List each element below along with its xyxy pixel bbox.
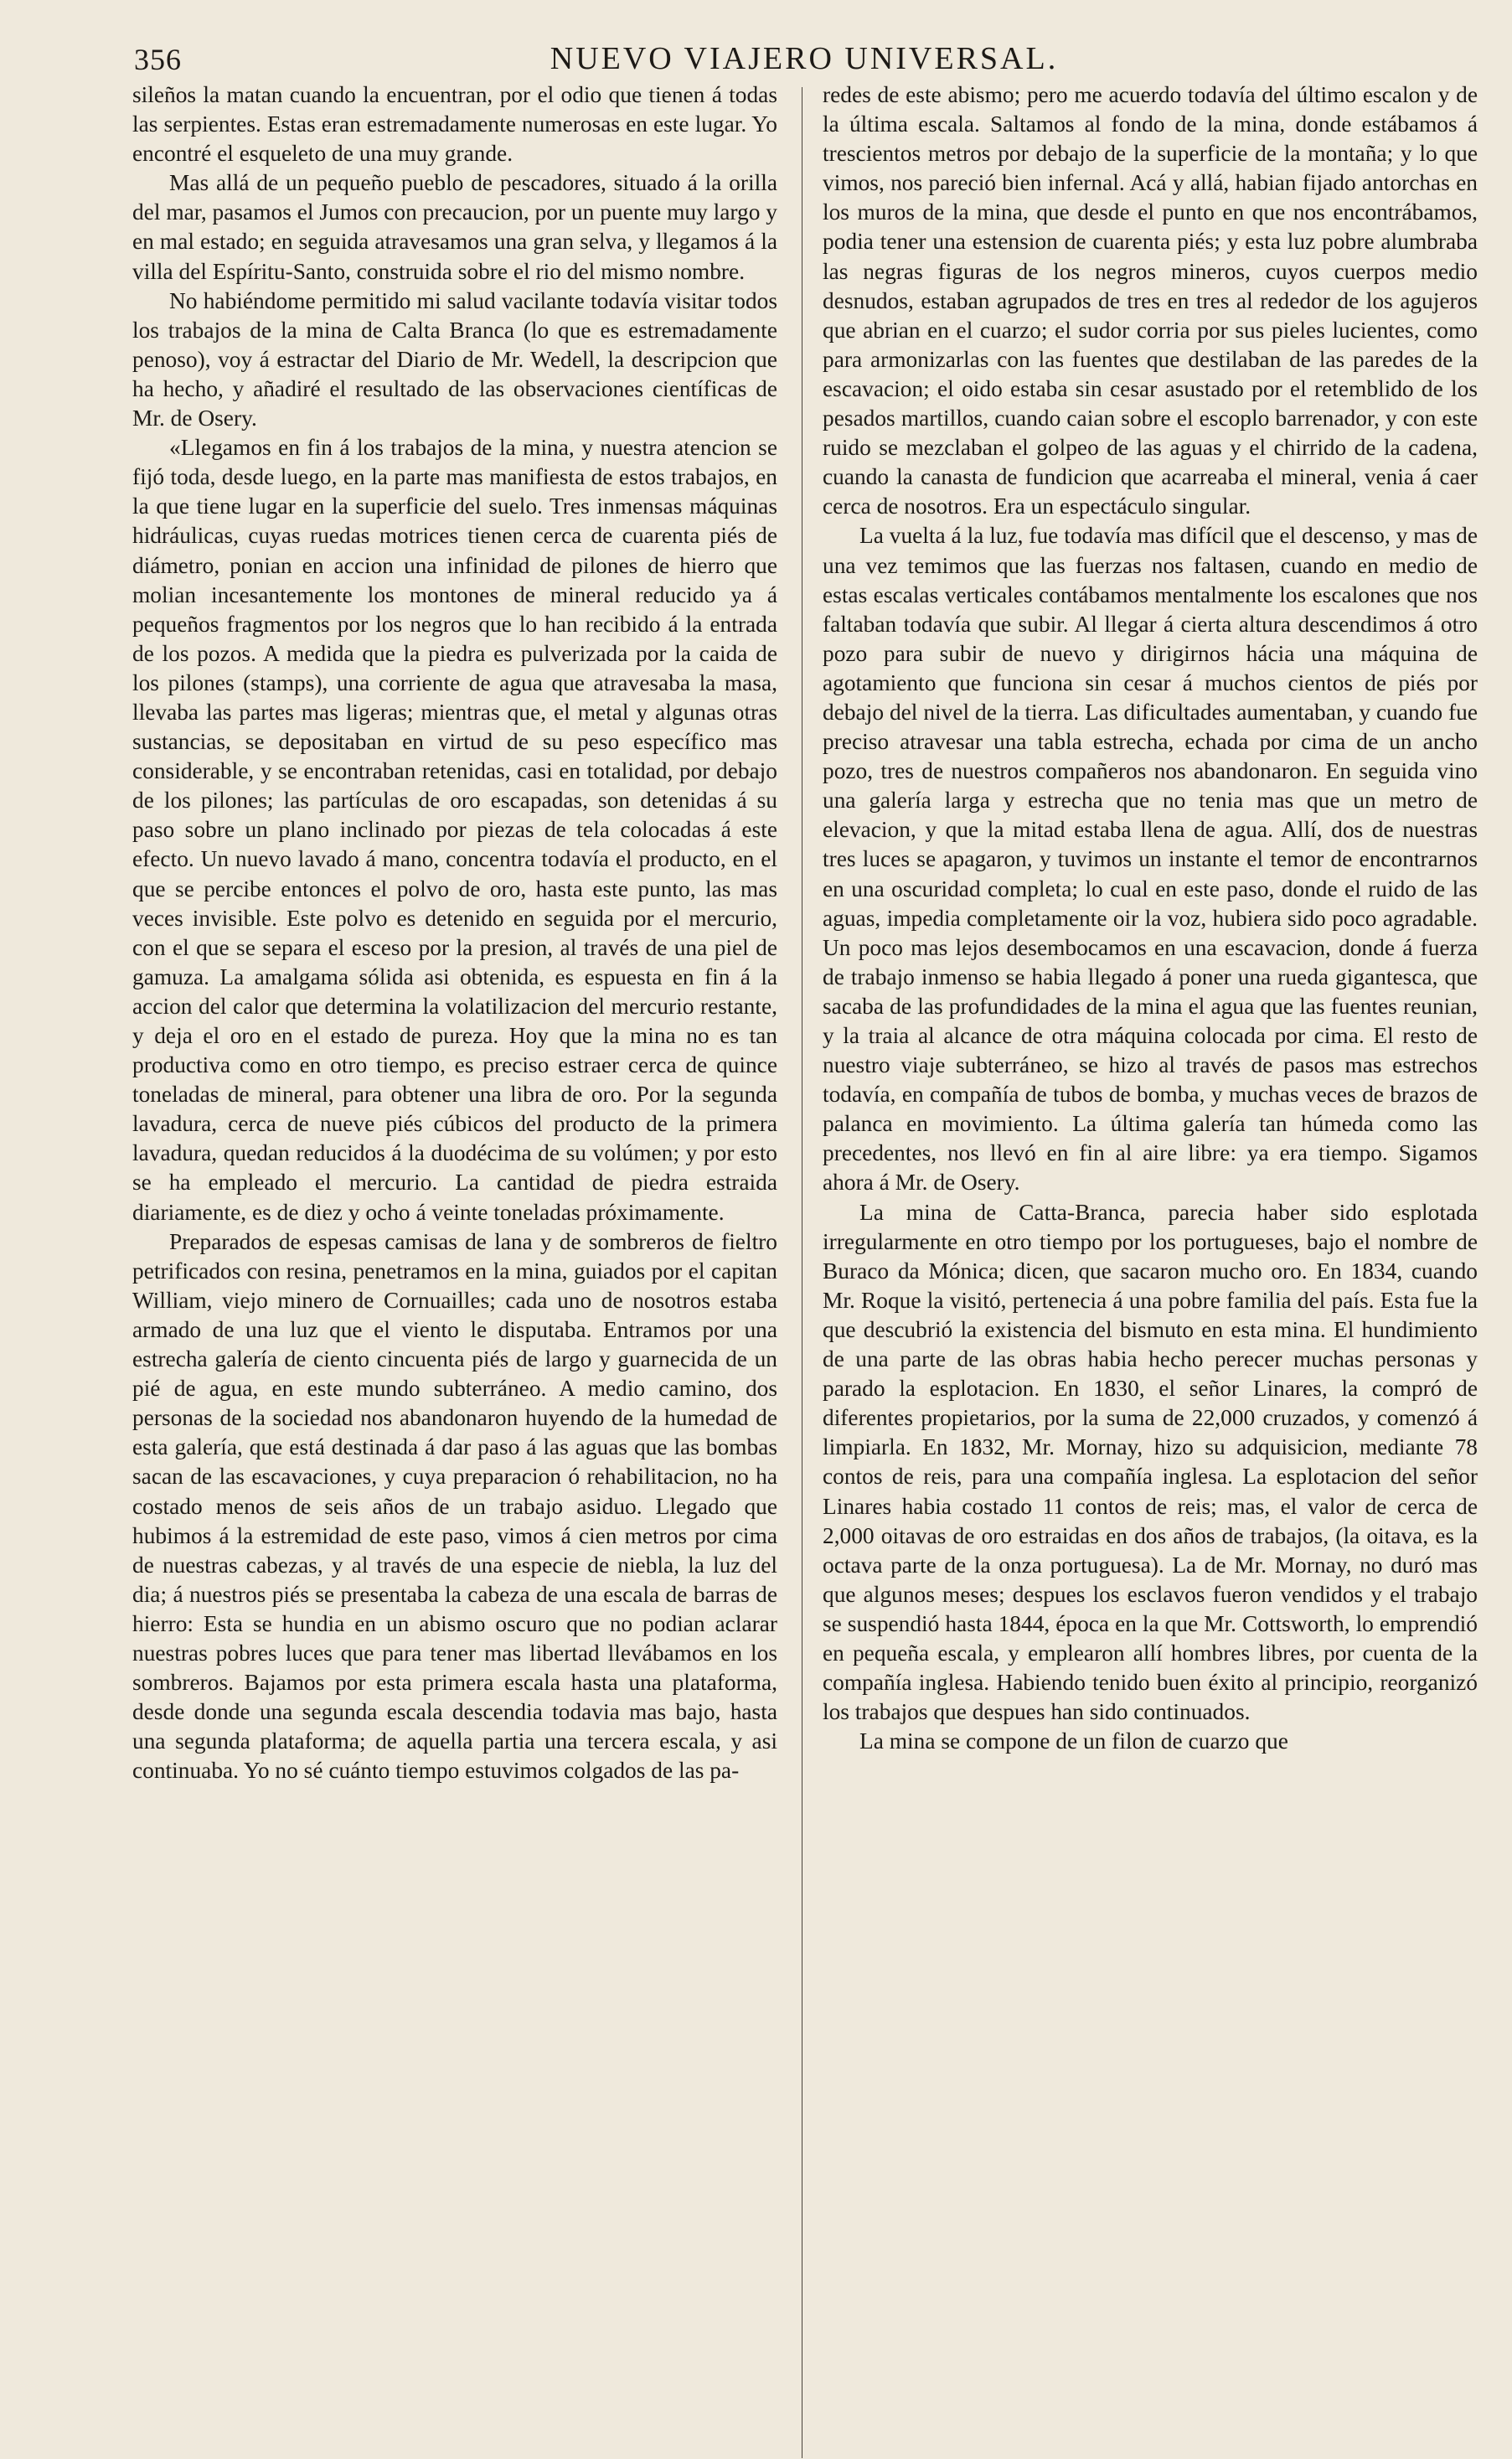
page-number: 356 — [134, 43, 182, 76]
paragraph: La mina se compone de un filon de cuarzo que — [859, 1728, 1288, 1754]
right-column — [823, 80, 1478, 1756]
paragraph: La mina de Catta-Branca, parecia haber sido esplotada irregularmente en otro tiempo por los portugueses, bajo el nombre de Buraco da Mónica; dicen, que sacaron mucho oro. En 1834, cuando Mr. Roque la visitó, pertenecia á una pobre familia del país. Esta fue la que descubrió la existencia del bismuto en esta mina. El hundimiento de una parte de las obras habia hecho perecer muchas personas y parado la esplotacion. En 1830, el señor Linares, la compró de diferentes propietarios, por la suma de 22,000 cruzados, y comenzó á limpiarla. En 1832, Mr. Mornay, hizo su adquisicion, mediante 78 contos de reis, para una compañía inglesa. La esplotacion del señor Linares habia costado 11 contos de reis; mas, el valor de cerca de 2,000 oitavas de oro estraidas en dos años de trabajos, (la oitava, es la octava parte de la onza portuguesa). La de Mr. Mornay, no duró mas que algunos meses; despues los esclavos fueron vendidos y el trabajo se suspendió hasta 1844, época en la que Mr. Cottsworth, lo emprendió en pequeña escala, y emplearon allí hombres libres, por cuenta de la compañía inglesa. Habiendo tenido buen éxito al principio, reorganizó los trabajos que despues han sido continuados. — [823, 1199, 1478, 1725]
paragraph: Preparados de espesas camisas de lana y de sombreros de fieltro petrificados con resina, penetramos en la mina, guiados por el capitan William, viejo minero de Cornuailles; cada uno de nosotros estaba armado de una luz que el viento le disputaba. Entramos por una estrecha galería de ciento cincuenta piés de largo y guarnecida de un pié de agua, en este mundo subterráneo. A medio camino, dos personas de la sociedad nos abandonaron huyendo de la humedad de esta galería, que está destinada á dar paso á las aguas que las bombas sacan de las escavaciones, y cuya preparacion ó rehabilitacion, no ha costado menos de seis años de un trabajo asiduo. Llegado que hubimos á la estremidad de este paso, vimos á cien metros por cima de nuestras cabezas, y al través de una especie de niebla, la luz del dia; á nuestros piés se presentaba la cabeza de una escala de barras de hierro: Esta se hundia en un abismo oscuro que no podian aclarar nuestras pobres luces que para tener mas libertad llevábamos en los sombreros. Bajamos por esta primera escala hasta una plataforma, desde donde una segunda escala descendia todavia mas bajo, hasta una segunda plataforma; de aquella partia una tercera escala, y asi continuaba. Yo no sé cuánto tiempo estuvimos colgados de las pa- — [132, 1228, 777, 1784]
paragraph: La vuelta á la luz, fue todavía mas difícil que el descenso, y mas de una vez temimos que las fuerzas nos faltasen, cuando en medio de estas escalas verticales contábamos mentalmente los escalones que nos faltaban todavía que subir. Al llegar á cierta altura descendimos á otro pozo para subir de nuevo y dirigirnos hácia una máquina de agotamiento que funciona sin cesar á muchos cientos de piés por debajo del nivel de la tierra. Las dificultades aumentaban, y cuando fue preciso atravesar una tabla estrecha, echada por cima de un ancho pozo, tres de nuestros compañeros nos abandonaron. En seguida vino una galería larga y estrecha que no tenia mas que un metro de elevacion, y que la mitad estaba llena de agua. Allí, dos de nuestras tres luces se apagaron, y tuvimos un instante el temor de encontrarnos en una oscuridad completa; lo cual en este paso, donde el ruido de las aguas, impedia completamente oir la voz, hubiera sido poco agradable. Un poco mas lejos desembocamos en una escavacion, donde á fuerza de trabajo inmenso se habia llegado á poner una rueda gigantesca, que sacaba de las profundidades de la mina el agua que las fuentes reunian, y la traia al alcance de otra máquina colocada por cima. El resto de nuestro viaje subterráneo, se hizo al través de pasos mas estrechos todavía, en compañía de tubos de bomba, y muchas veces de brazos de palanca en movimiento. La última galería tan húmeda como las precedentes, nos llevó en fin al aire libre: ya era tiempo. Sigamos ahora á Mr. de Osery. — [823, 523, 1478, 1196]
paragraph: No habiéndome permitido mi salud vacilante todavía visitar todos los trabajos de la mina de Calta Branca (lo que es estremadamente penoso), voy á estractar del Diario de Mr. Wedell, la descripcion que ha hecho, y añadiré el resultado de las observaciones científicas de Mr. de Osery. — [132, 287, 777, 431]
page-header — [134, 35, 1474, 85]
paragraph: redes de este abismo; pero me acuerdo todavía del último escalon y de la última escala. Saltamos al fondo de la mina, donde estábamos á trescientos metros por debajo de la superficie de la montaña; y lo que vimos, nos pareció bien infernal. Acá y allá, habian fijado antorchas en los muros de la mina, que desde el punto en que nos encontrábamos, podia tener una estension de cuarenta piés; y esta luz pobre alumbraba las negras figuras de los negros mineros, cuyos cuerpos medio desnudos, estaban agrupados de tres en tres al rededor de los agujeros que abrian en el cuarzo; el sudor corria por sus pieles lucientes, como para armonizarlas con las fuentes que destilaban de las paredes de la escavacion; el oido estaba sin cesar asustado por el retemblido de los pesados martillos, cuando caian sobre el escoplo barrenador, y con este ruido se mezclaban el golpeo de las aguas y el chirrido de la cadena, cuando la canasta de fundicion que acarreaba el mineral, venia á caer cerca de nosotros. Era un espectáculo singular. — [823, 82, 1478, 519]
left-column — [132, 80, 777, 1785]
paragraph: «Llegamos en fin á los trabajos de la mina, y nuestra atencion se fijó toda, desde luego, en la parte mas manifiesta de estos trabajos, en la que tiene lugar en la superficie del suelo. Tres inmensas máquinas hidráulicas, cuyas ruedas motrices tienen cerca de cuarenta piés de diámetro, ponian en accion una infinidad de pilones de hierro que molian incesantemente los montones de mineral reducido ya á pequeños fragmentos por los negros que lo han recibido á la entrada de los pozos. A medida que la piedra es pulverizada por la caida de los pilones (stamps), una corriente de agua que atravesaba la masa, llevaba las partes mas ligeras; mientras que, el metal y algunas otras sustancias, se depositaban en virtud de su peso específico mas considerable, y se encontraban retenidas, casi en totalidad, por debajo de los pilones; las partículas de oro escapadas, son detenidas á su paso sobre un plano inclinado por piezas de tela colocadas á este efecto. Un nuevo lavado á mano, concentra todavía el producto, en el que se percibe entonces el polvo de oro, hasta este punto, las mas veces invisible. Este polvo es detenido en seguida por el mercurio, con el que se separa el esceso por la presion, al través de una piel de gamuza. La amalgama sólida asi obtenida, es espuesta en fin á la accion del calor que determina la volatilizacion del mercurio restante, y deja el oro en el estado de pureza. Hoy que la mina no es tan productiva como en otro tiempo, es preciso estraer cerca de quince toneladas de mineral, para obtener una libra de oro. Por la segunda lavadura, cerca de nueve piés cúbicos del producto de la primera lavadura, quedan reducidos á la duodécima de su volúmen; y por esto se ha empleado el mercurio. La cantidad de piedra estraida diariamente, es de diez y ocho á veinte toneladas próximamente. — [132, 435, 777, 1225]
paragraph: Mas allá de un pequeño pueblo de pescadores, situado á la orilla del mar, pasamos el Jumos con precaucion, por un puente muy largo y en mal estado; en seguida atravesamos una gran selva, y llegamos á la villa del Espíritu-Santo, construida sobre el rio del mismo nombre. — [132, 170, 777, 284]
paragraph: sileños la matan cuando la encuentran, por el odio que tienen á todas las serpientes. Estas eran estremadamente numerosas en este lugar. Yo encontré el esqueleto de una muy grande. — [132, 82, 777, 167]
running-title: NUEVO VIAJERO UNIVERSAL. — [550, 41, 1059, 76]
